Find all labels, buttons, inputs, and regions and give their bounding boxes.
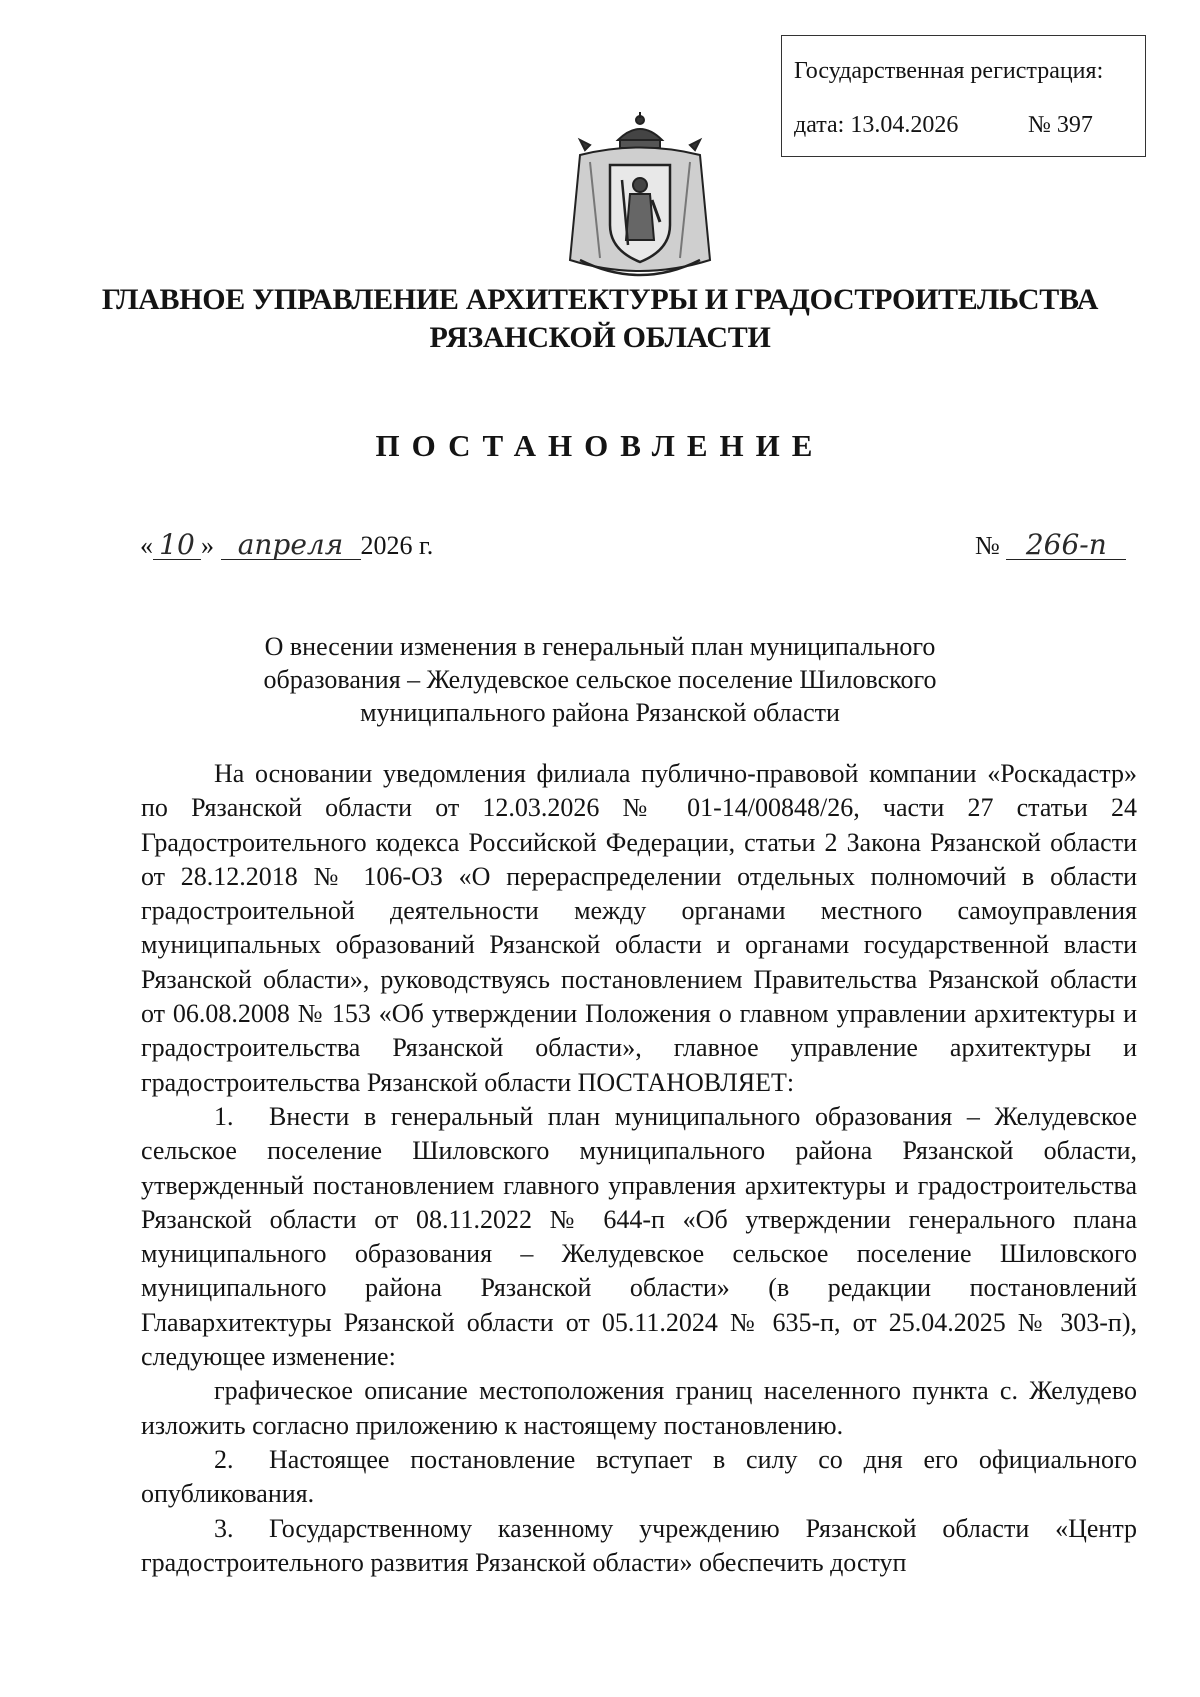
organization-name: ГЛАВНОЕ УПРАВЛЕНИЕ АРХИТЕКТУРЫ И ГРАДОСТРОИТЕЛЬСТВА	[101, 283, 1099, 316]
document-subject	[0, 630, 1200, 729]
item-1	[141, 1100, 1137, 1374]
number-prefix: №	[975, 531, 1000, 560]
item-1-subparagraph: графическое описание местоположения границ населенного пункта с. Желудево изложить согласно приложению к настоящему постановлению.	[141, 1376, 1137, 1440]
item-text: Внести в генеральный план муниципального образования – Желудевское сельское поселение Шиловского муниципального района Рязанской области, утвержденный постановлением главного управления архитектуры и градостроительства Рязанской области от 08.11.2022 № 644-п «Об утверждении генерального плана муниципального образования – Желудевское сельское поселение Шиловского муниципального района Рязанской области» (в редакции постановлений Главархитектуры Рязанской области от 05.11.2024 № 635-п, от 25.04.2025 № 303-п), следующее изменение:	[141, 1101, 1137, 1372]
registration-title: Государственная регистрация:	[794, 58, 1104, 84]
handwritten-number: 266-п	[1006, 530, 1126, 560]
ryazan-coat-of-arms-icon	[560, 110, 720, 285]
item-2	[141, 1443, 1137, 1512]
close-quote: »	[201, 531, 214, 560]
document-date	[140, 530, 433, 561]
subject-line: О внесении изменения в генеральный план муниципального	[264, 632, 936, 661]
open-quote: «	[140, 531, 153, 560]
preamble-paragraph: На основании уведомления филиала публично-правовой компании «Роскадастр» по Рязанской области от 12.03.2026 № 01-14/00848/26, части 27 статьи 24 Градостроительного кодекса Российской Федерации, статьи 2 Закона Рязанской области от 28.12.2018 № 106-ОЗ «О перераспределении отдельных полномочий в области градостроительной деятельности между органами местного самоуправления муниципальных образований Рязанской области и органами государственной власти Рязанской области», руководствуясь постановлением Правительства Рязанской области от 06.08.2008 № 153 «Об утверждении Положения о главном управлении архитектуры и градостроительства Рязанской области», главное управление архитектуры и градостроительства Рязанской области ПОСТАНОВЛЯЕТ:	[141, 759, 1137, 1097]
subject-line: муниципального района Рязанской области	[360, 698, 840, 727]
document-number	[975, 530, 1126, 561]
document-year: 2026 г.	[360, 531, 434, 560]
handwritten-day: 10	[153, 530, 201, 560]
item-text: Государственному казенному учреждению Рязанской области «Центр градостроительного развития Рязанской области» обеспечить доступ	[141, 1513, 1137, 1577]
item-number: 3.	[214, 1513, 234, 1543]
item-text: Настоящее постановление вступает в силу со дня его официального опубликования.	[141, 1444, 1137, 1509]
registration-date: дата: 13.04.2026	[794, 112, 959, 138]
item-number: 1.	[214, 1101, 234, 1131]
item-3	[141, 1512, 1137, 1581]
registration-stamp	[781, 35, 1146, 157]
handwritten-month: апреля	[221, 530, 361, 560]
subject-line: образования – Желудевское сельское поселение Шиловского	[263, 665, 937, 694]
item-number: 2.	[214, 1444, 234, 1474]
registration-number: № 397	[1028, 112, 1093, 138]
document-type: ПОСТАНОВЛЕНИЕ	[375, 428, 825, 463]
organization-region: РЯЗАНСКОЙ ОБЛАСТИ	[429, 321, 771, 354]
document-body	[141, 757, 1137, 1580]
